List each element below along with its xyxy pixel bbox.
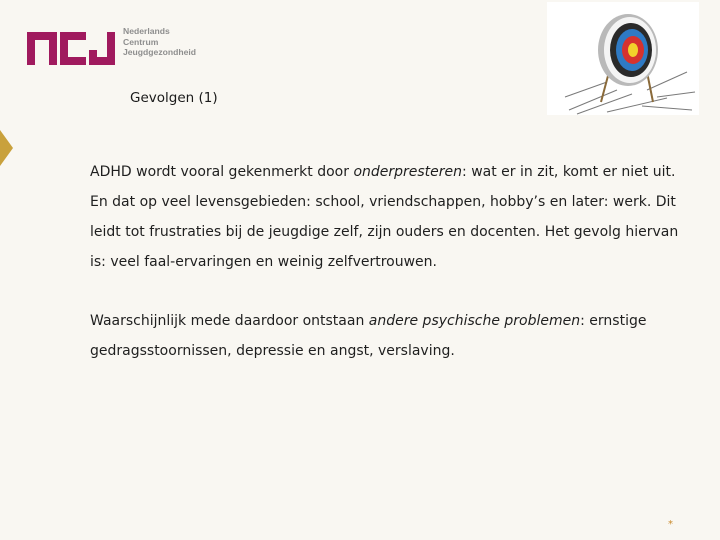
logo-text-line-3: Jeugdgezondheid <box>123 47 197 58</box>
logo-text <box>123 26 196 58</box>
page-marker: * <box>668 519 673 530</box>
paragraph-2 <box>90 306 690 366</box>
logo-text-line-2: Centrum <box>123 36 159 47</box>
paragraph-2-emphasis: andere psychische problemen <box>368 313 581 329</box>
ncj-logo-mark <box>27 30 115 66</box>
slide-body <box>90 157 690 366</box>
left-triangle-marker <box>0 130 13 166</box>
paragraph-1-part-2: : wat er in zit, komt er niet uit. En dat op veel levensgebieden: school, vriendschappen, hobby’s en later: werk. Dit leidt tot frustraties bij de jeugdige zelf, zijn ouders en docenten. Het gevolg hiervan is: veel faal-ervaringen en weinig zelfvertrouwen. <box>90 164 679 270</box>
paragraph-2-part-1: Waarschijnlijk mede daardoor ontstaan <box>90 313 369 329</box>
ncj-logo <box>27 26 207 70</box>
paragraph-1-part-1: ADHD wordt vooral gekenmerkt door <box>90 164 354 180</box>
paragraph-1 <box>90 157 690 277</box>
slide-title: Gevolgen (1) <box>130 90 218 106</box>
paragraph-1-emphasis: onderpresteren <box>353 164 463 180</box>
archery-target-image <box>547 2 699 115</box>
archery-target-icon <box>547 2 699 115</box>
logo-text-line-1: Nederlands <box>123 26 170 36</box>
paragraph-2-part-2: : ernstige gedragsstoornissen, depressie en angst, verslaving. <box>90 313 647 359</box>
